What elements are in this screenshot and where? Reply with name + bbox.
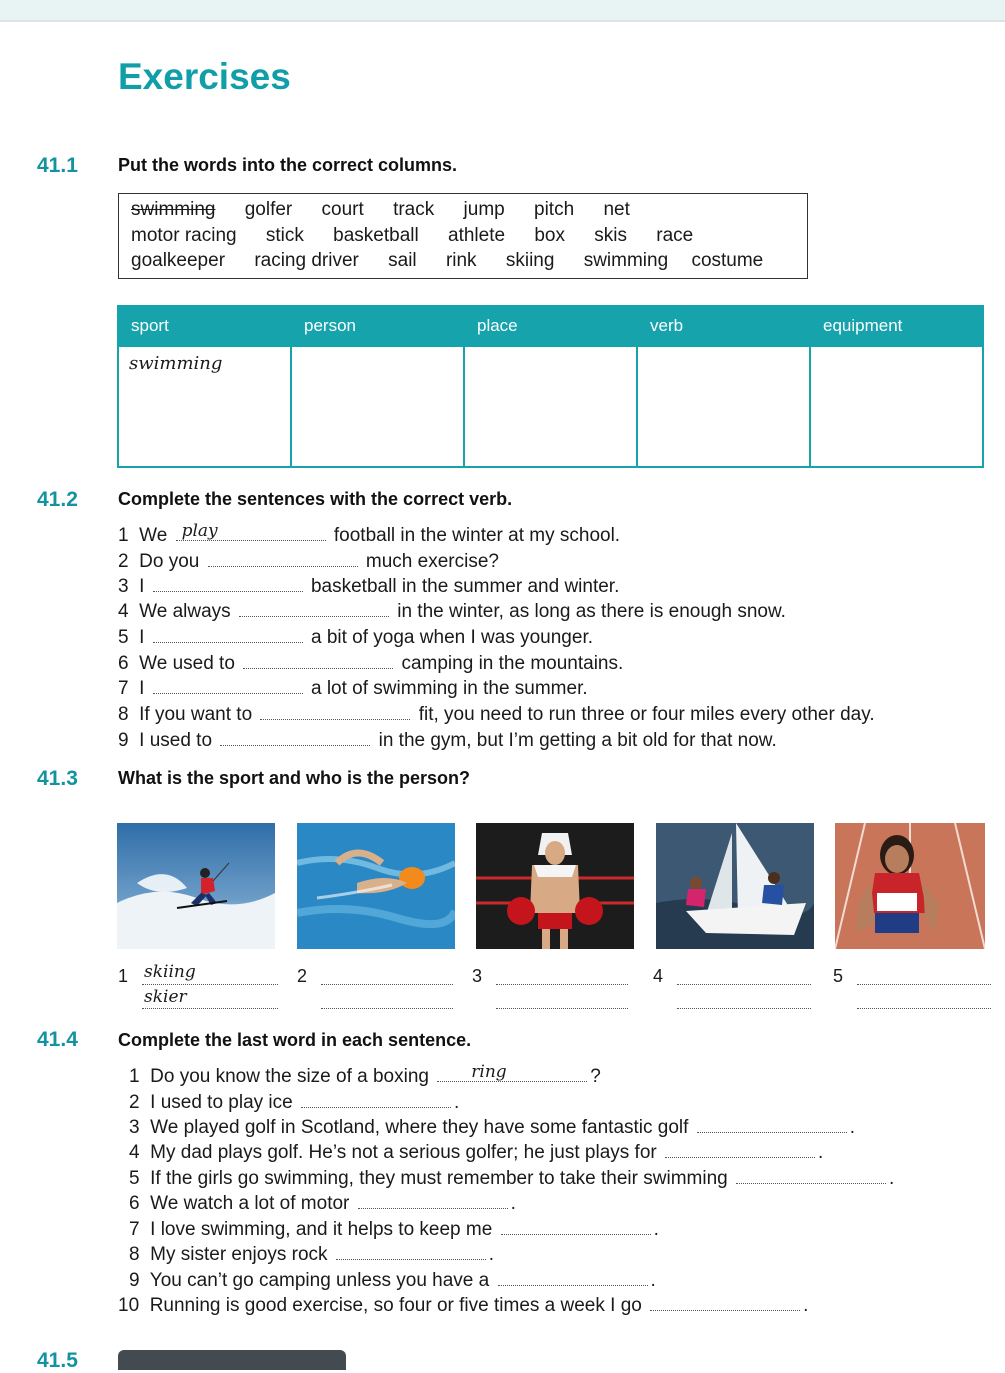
answer-blank[interactable]: [501, 1218, 651, 1235]
answer-text: skiing: [144, 962, 196, 982]
sentence-item: 5 I a bit of yoga when I was younger.: [118, 627, 593, 648]
photo-skiing: [117, 823, 275, 949]
column-header-person: person: [291, 306, 464, 346]
sentence-item: 10 Running is good exercise, so four or five times a week I go .: [118, 1295, 809, 1316]
answer-blank[interactable]: [321, 1008, 453, 1009]
next-section-tab: [118, 1350, 346, 1370]
word-item: racing driver: [254, 250, 359, 271]
photo-number: 1: [118, 966, 129, 986]
answer-blank[interactable]: [153, 677, 303, 694]
answer-blank[interactable]: [243, 652, 393, 669]
column-header-sport: sport: [118, 306, 291, 346]
answer-blank[interactable]: [336, 1243, 486, 1260]
word-item: rink: [445, 250, 477, 271]
word-item: net: [603, 199, 630, 220]
answer-blank[interactable]: [677, 1008, 811, 1009]
sentence-item: 9 You can’t go camping unless you have a .: [129, 1270, 656, 1291]
word-item: costume: [691, 250, 764, 271]
answer-blank[interactable]: [239, 600, 389, 617]
photo-sailing: [656, 823, 814, 949]
section-heading-41-3: What is the sport and who is the person?: [118, 768, 471, 788]
answer-blank[interactable]: [437, 1062, 587, 1082]
sentence-item: 3 I basketball in the summer and winter.: [118, 576, 620, 597]
answer-blank[interactable]: [498, 1269, 648, 1286]
column-cell-sport[interactable]: [118, 346, 291, 467]
sentence-item: 8 If you want to fit, you need to run three or four miles every other day.: [118, 704, 875, 725]
columns-table: [117, 305, 984, 468]
word-item: skiing: [505, 250, 555, 271]
section-number-41-1: 41.1: [37, 154, 78, 177]
sentence-item: 5 If the girls go swimming, they must remember to take their swimming .: [129, 1168, 895, 1189]
column-cell-person[interactable]: [291, 346, 464, 467]
answer-blank[interactable]: [677, 984, 811, 985]
word-item: basketball: [333, 225, 419, 246]
answer-blank[interactable]: [220, 729, 370, 746]
word-item: track: [393, 199, 435, 220]
answer-blank[interactable]: [301, 1091, 451, 1108]
sentence-item: 4 We always in the winter, as long as there is enough snow.: [118, 601, 786, 622]
word-item: swimming: [131, 199, 216, 220]
photo-number: 2: [297, 966, 308, 986]
section-number-41-3: 41.3: [37, 767, 78, 790]
answer-blank[interactable]: [857, 1008, 991, 1009]
sentence-item: 2 Do you much exercise?: [118, 551, 499, 572]
column-header-equipment: equipment: [810, 306, 983, 346]
answer-blank[interactable]: [208, 550, 358, 567]
word-row-3: [131, 250, 787, 272]
word-item: pitch: [534, 199, 575, 220]
sentence-item: 8 My sister enjoys rock .: [129, 1244, 495, 1265]
answer-blank[interactable]: [142, 1008, 278, 1009]
sentence-item: 3 We played golf in Scotland, where they have some fantastic golf .: [129, 1117, 855, 1138]
answer-blank[interactable]: [496, 984, 628, 985]
answer-blank[interactable]: [697, 1116, 847, 1133]
sentence-item: 6 We used to camping in the mountains.: [118, 653, 624, 674]
section-heading-41-1: Put the words into the correct columns.: [118, 155, 458, 175]
answer-blank[interactable]: [321, 984, 453, 985]
word-item: box: [534, 225, 565, 246]
word-item: stick: [265, 225, 304, 246]
answer-blank[interactable]: [358, 1192, 508, 1209]
column-cell-verb[interactable]: [637, 346, 810, 467]
sentence-item: 6 We watch a lot of motor .: [129, 1193, 516, 1214]
section-number-41-2: 41.2: [37, 488, 78, 511]
answer-blank[interactable]: [857, 984, 991, 985]
answer-blank[interactable]: [153, 626, 303, 643]
answer-blank[interactable]: [650, 1294, 800, 1311]
sentence-item: 7 I love swimming, and it helps to keep me .: [129, 1219, 659, 1240]
answer-blank[interactable]: [176, 521, 326, 541]
page-title: Exercises: [118, 56, 291, 97]
answer-text: play: [181, 521, 218, 541]
section-heading-41-4: Complete the last word in each sentence.: [118, 1030, 472, 1050]
example-answer: swimming: [129, 353, 223, 374]
sentence-item: 9 I used to in the gym, but I’m getting a bit old for that now.: [118, 730, 777, 751]
word-item: golfer: [244, 199, 293, 220]
answer-text: skier: [144, 987, 187, 1007]
word-box: [118, 193, 808, 279]
answer-text: ring: [471, 1062, 507, 1082]
word-item: race: [656, 225, 694, 246]
column-cell-place[interactable]: [464, 346, 637, 467]
sentence-item: 2 I used to play ice .: [129, 1092, 460, 1113]
answer-blank[interactable]: [153, 575, 303, 592]
photo-boxing: [476, 823, 634, 949]
answer-blank[interactable]: [260, 703, 410, 720]
column-cell-equipment[interactable]: [810, 346, 983, 467]
top-band: [0, 0, 1005, 22]
word-item: goalkeeper: [131, 250, 226, 271]
column-header-verb: verb: [637, 306, 810, 346]
answer-blank[interactable]: [736, 1167, 886, 1184]
word-item: court: [321, 199, 364, 220]
word-item: skis: [594, 225, 627, 246]
section-heading-41-2: Complete the sentences with the correct verb.: [118, 489, 513, 509]
sentence-item: 1 We play football in the winter at my school.: [118, 521, 621, 546]
photo-number: 4: [653, 966, 664, 986]
word-row-2: [131, 225, 717, 247]
word-item: swimming: [583, 250, 669, 271]
photo-number: 5: [833, 966, 844, 986]
word-item: motor racing: [131, 225, 237, 246]
sentence-item: 4 My dad plays golf. He’s not a serious golfer; he just plays for .: [129, 1142, 824, 1163]
photo-swimming: [297, 823, 455, 949]
word-item: jump: [463, 199, 505, 220]
section-number-41-5: 41.5: [37, 1349, 78, 1372]
photo-number: 3: [472, 966, 483, 986]
photo-athletics: [835, 823, 985, 949]
answer-blank[interactable]: [665, 1141, 815, 1158]
sentence-item: 7 I a lot of swimming in the summer.: [118, 678, 588, 699]
column-header-place: place: [464, 306, 637, 346]
answer-blank[interactable]: [496, 1008, 628, 1009]
word-item: sail: [388, 250, 417, 271]
word-row-1: [131, 199, 654, 221]
word-item: athlete: [448, 225, 506, 246]
answer-blank[interactable]: [142, 984, 278, 985]
section-number-41-4: 41.4: [37, 1028, 78, 1051]
sentence-item: 1 Do you know the size of a boxing ring ?: [129, 1062, 601, 1087]
